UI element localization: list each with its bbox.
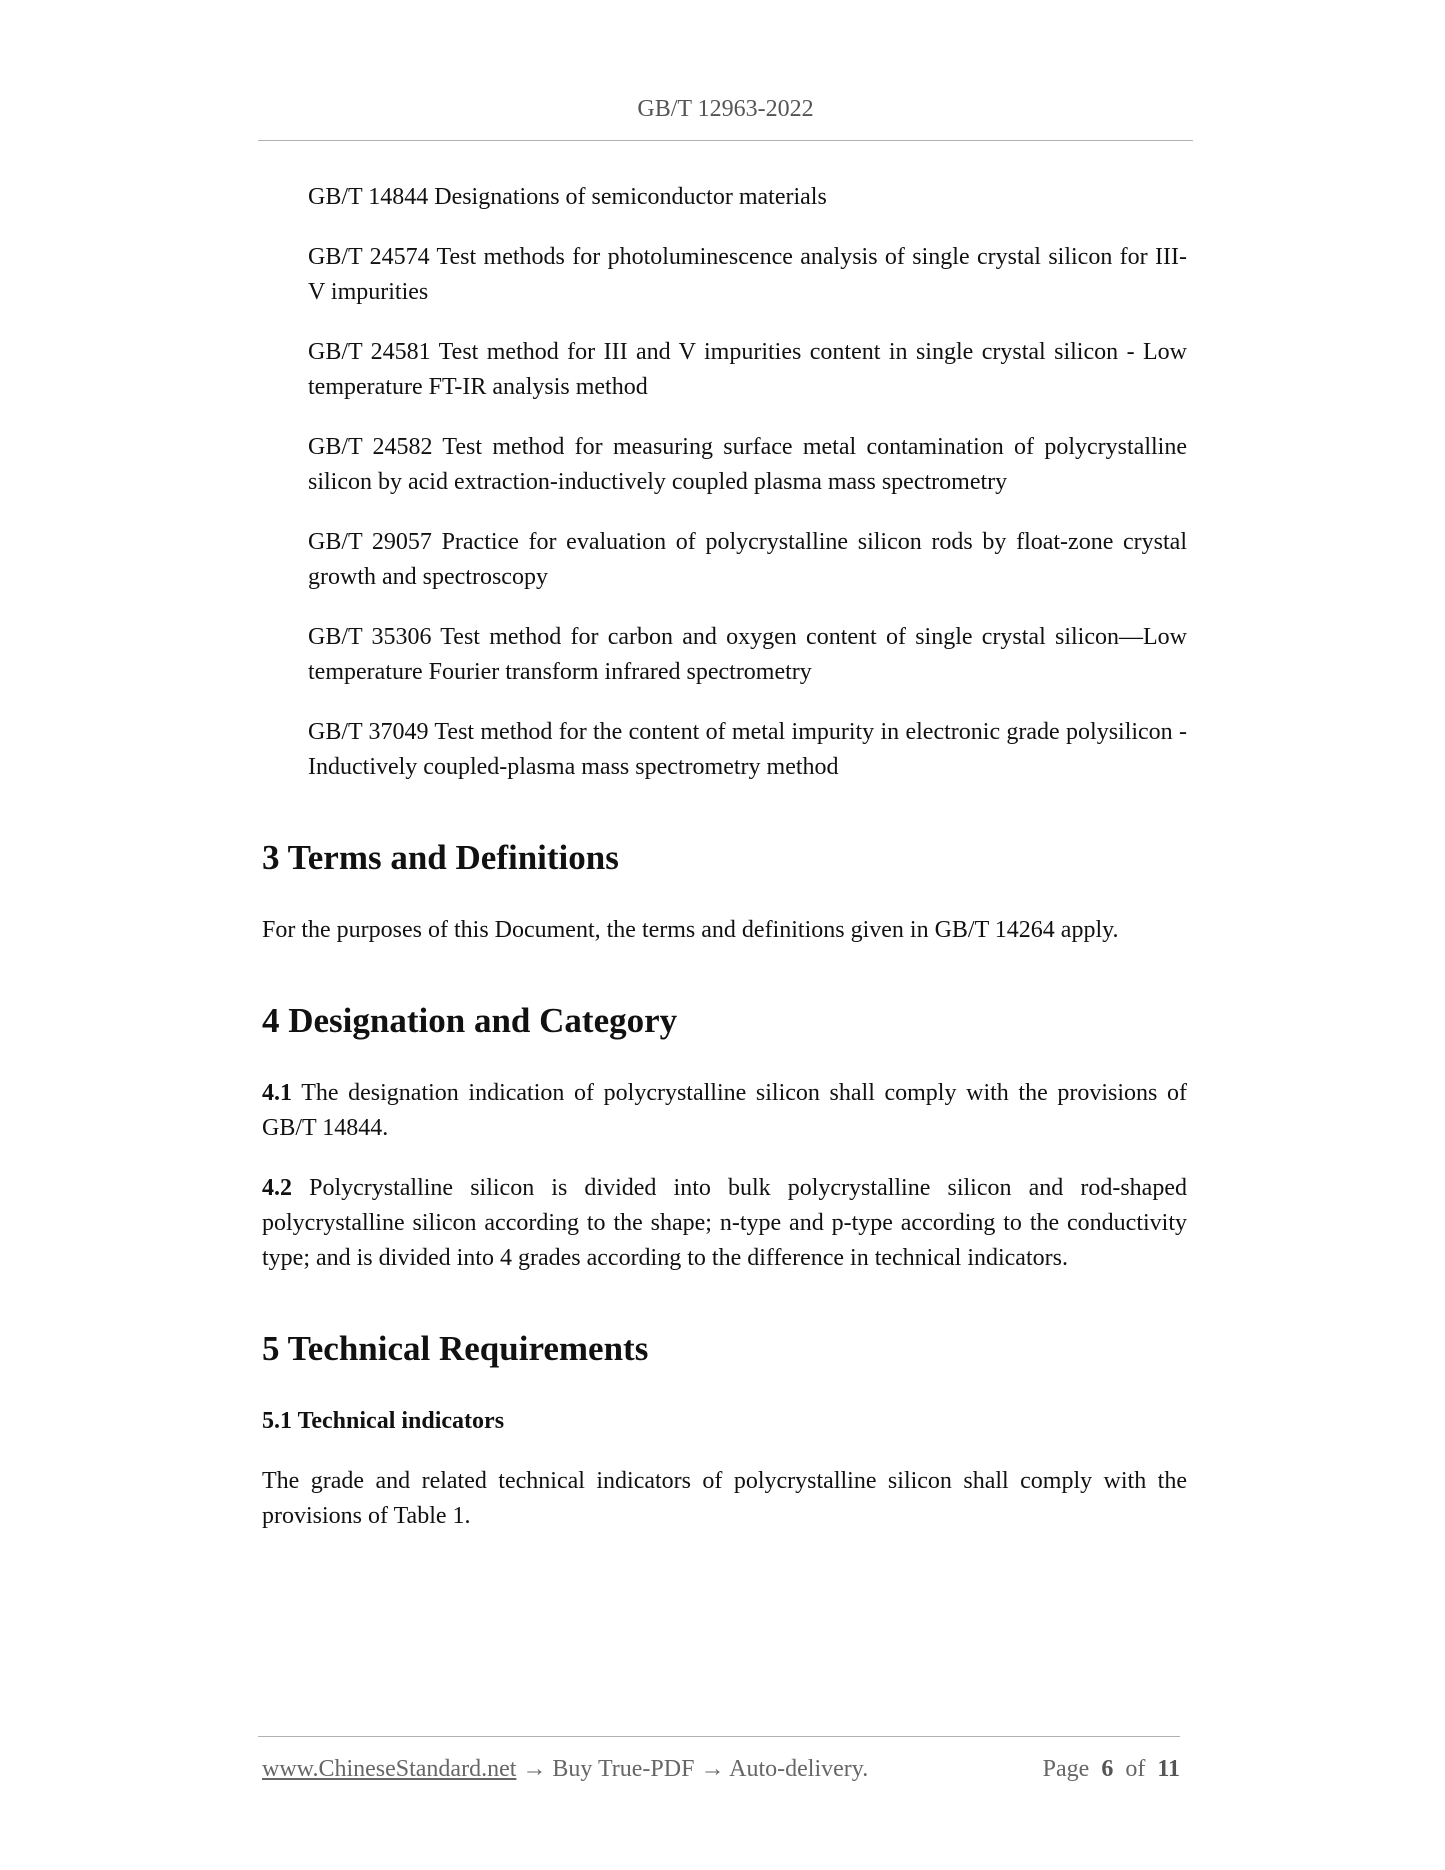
section-5-1-text: The grade and related technical indicators of polycrystalline silicon shall comply with the provisions of Table 1. — [262, 1468, 1187, 1529]
arrow-icon: → — [694, 1756, 730, 1782]
section-3-heading: 3 Terms and Definitions — [262, 838, 619, 877]
section-3-text: For the purposes of this Document, the terms and definitions given in GB/T 14264 apply. — [262, 917, 1119, 943]
reference-item: GB/T 24582 Test method for measuring surface metal contamination of polycrystalline silicon by acid extraction-inductively coupled plasma mass spectrometry — [308, 434, 1187, 495]
page-label: Page — [1042, 1756, 1090, 1782]
current-page: 6 — [1101, 1756, 1114, 1782]
clause-number: 4.2 — [262, 1175, 292, 1201]
clause-number: 4.1 — [262, 1080, 292, 1106]
footer-divider — [258, 1736, 1180, 1737]
document-id: GB/T 12963-2022 — [637, 96, 814, 122]
page-content — [262, 180, 1187, 1559]
normative-references-list — [262, 180, 1187, 785]
page-header — [258, 96, 1193, 123]
total-pages: 11 — [1157, 1756, 1180, 1782]
section-5-heading: 5 Technical Requirements — [262, 1329, 649, 1368]
reference-item: GB/T 14844 Designations of semiconductor materials — [308, 184, 827, 210]
delivery-text: Auto-delivery. — [729, 1756, 869, 1782]
website-link[interactable]: www.ChineseStandard.net — [262, 1756, 517, 1782]
reference-item: GB/T 29057 Practice for evaluation of polycrystalline silicon rods by float-zone crystal growth and spectroscopy — [308, 529, 1187, 590]
page-number — [1043, 1752, 1180, 1787]
reference-item: GB/T 24574 Test methods for photoluminescence analysis of single crystal silicon for III-V impurities — [308, 244, 1187, 305]
reference-item: GB/T 37049 Test method for the content of metal impurity in electronic grade polysilicon - Inductively coupled-plasma mass spectrometry method — [308, 719, 1187, 780]
footer-promo — [262, 1752, 868, 1787]
clause-text: Polycrystalline silicon is divided into bulk polycrystalline silicon and rod-shaped polycrystalline silicon according to the shape; n-type and p-type according to the conductivity type; and is divided into 4 grades according to the difference in technical indicators. — [262, 1175, 1187, 1271]
reference-item: GB/T 35306 Test method for carbon and oxygen content of single crystal silicon—Low temperature Fourier transform infrared spectrometry — [308, 624, 1187, 685]
section-4-heading: 4 Designation and Category — [262, 1001, 678, 1040]
clause-4-2 — [262, 1171, 1187, 1276]
clause-text: The designation indication of polycrystalline silicon shall comply with the provisions of GB/T 14844. — [262, 1080, 1187, 1141]
buy-text: Buy True-PDF — [552, 1756, 695, 1782]
subsection-5-1-heading: 5.1 Technical indicators — [262, 1408, 505, 1434]
clause-4-1 — [262, 1076, 1187, 1146]
reference-item: GB/T 24581 Test method for III and V impurities content in single crystal silicon - Low temperature FT-IR analysis method — [308, 339, 1187, 400]
of-label: of — [1125, 1756, 1146, 1782]
arrow-icon: → — [516, 1756, 553, 1782]
header-divider — [258, 140, 1193, 141]
